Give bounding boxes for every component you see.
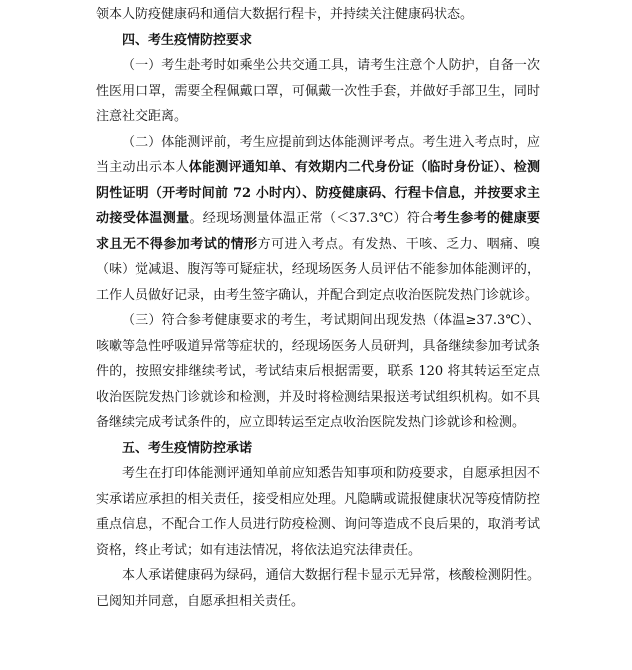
section-5-heading: 五、考生疫情防控承诺 xyxy=(122,440,253,456)
section-5-paragraph-1: 考生在打印体能测评通知单前应知悉告知事项和防疫要求，自愿承担因不实承诺应承担的相关责任，接受相应处理。凡隐瞒或谎报健康状况等疫情防控重点信息，不配合工作人员进行防疫检测、询问等造成不良后果的，取消考试资格，终止考试；如有违法情况，将依法追究法律责任。 xyxy=(96,466,540,558)
section-5-paragraph-2: 本人承诺健康码为绿码，通信大数据行程卡显示无异常，核酸检测阴性。已阅知并同意，自愿承担相关责任。 xyxy=(96,568,540,609)
lead-paragraph: 领本人防疫健康码和通信大数据行程卡，并持续关注健康码状态。 xyxy=(96,7,474,22)
item-2-bold-1: 体能测评通知单、有效期内二代身份证（临时身份证）、检测阴性证明（开考时间前 72 小时内）、防疫健康码、行程卡信息，并按要求主动接受体温测量 xyxy=(96,160,540,226)
section-4-heading: 四、考生疫情防控要求 xyxy=(122,32,253,48)
section-4-item-2 xyxy=(96,130,540,309)
item-2-text-1: （二）体能测评前，考生应提前到达体能测评考点。考生进入考点时，应当主动出示本人 xyxy=(96,134,540,175)
item-2-text-2: 。经现场测量体温正常（＜37.3℃）符合 xyxy=(189,211,434,226)
section-4-item-1: （一）考生赴考时如乘坐公共交通工具，请考生注意个人防护，自备一次性医用口罩，需要全程佩戴口罩，可佩戴一次性手套，并做好手部卫生，同时注意社交距离。 xyxy=(96,58,540,124)
document-body xyxy=(96,2,540,614)
section-4-item-3: （三）符合参考健康要求的考生，考试期间出现发热（体温≥37.3℃）、咳嗽等急性呼吸道异常等症状的，经现场医务人员研判，具备继续参加考试条件的，按照安排继续考试，考试结束后根据需要，联系 120 将其转运至定点收治医院发热门诊就诊和检测，并及时将检测结果报送考试组织机构。如不具备继续完成考试条件的，应立即转运至定点收治医院发热门诊就诊和检测。 xyxy=(96,313,540,430)
item-2-text-3: 方可进入考点。有发热、干咳、乏力、咽痛、嗅（味）觉减退、腹泻等可疑症状，经现场医务人员评估不能参加体能测评的，工作人员做好记录，由考生签字确认，并配合到定点收治医院发热门诊就诊。 xyxy=(96,236,540,303)
item-2-bold-2: 考生参考的健康要求且无不得参加考试的情形 xyxy=(96,211,540,252)
